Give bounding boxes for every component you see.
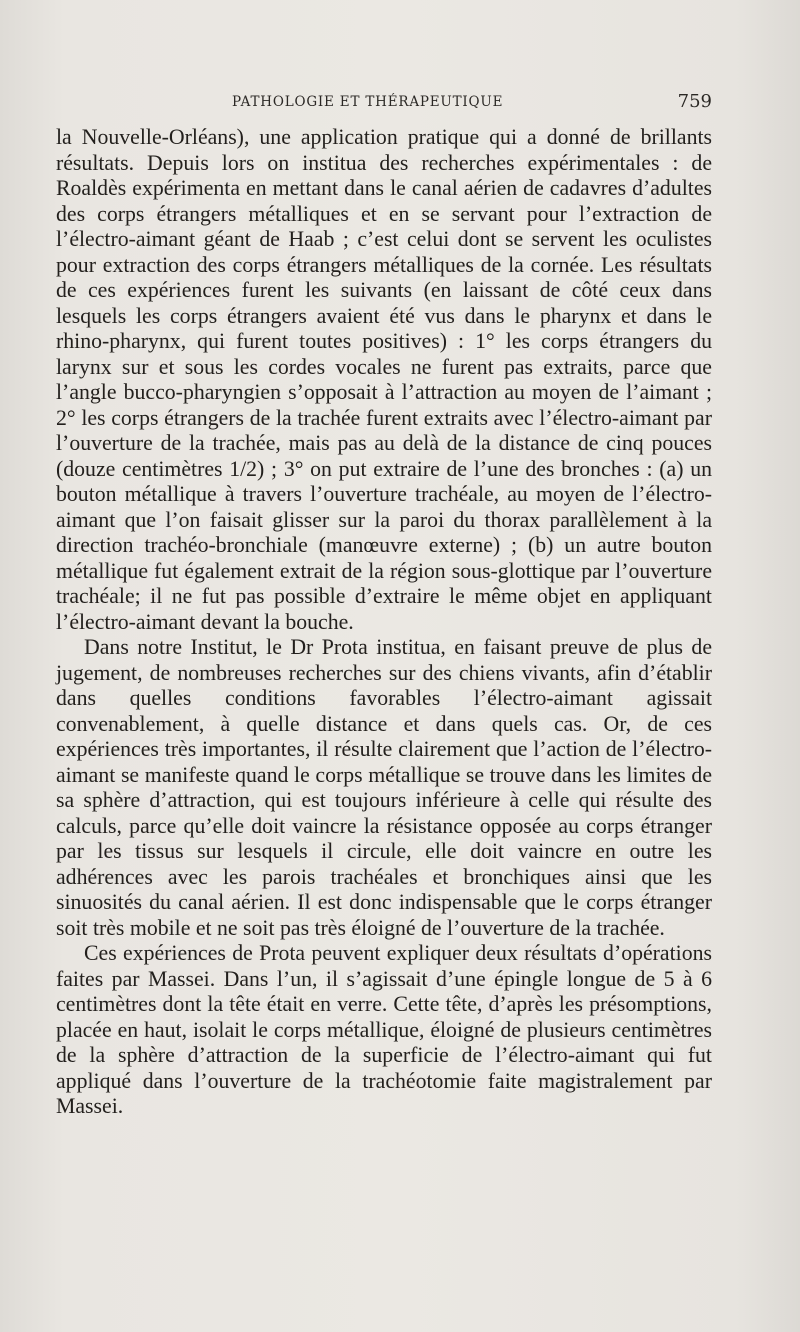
paragraph-3: Ces expériences de Prota peuvent expliquer deux résultats d’opérations faites par Massei. Dans l’un, il s’agissait d’une épingle longue de 5 à 6 centimètres dont la tête était en verre. Cette tête, d’après les présomptions, placée en haut, isolait le corps métallique, éloigné de plusieurs centimètres de la sphère d’attraction de la superficie de l’électro-aimant qui fut appliqué dans l’ouverture de la trachéotomie faite magistralement par Massei.: [56, 941, 712, 1118]
paragraph-2: Dans notre Institut, le Dr Prota institua, en faisant preuve de plus de jugement, de nombreuses recherches sur des chiens vivants, afin d’établir dans quelles conditions favorables l’électro-aimant agissait convenablement, à quelle distance et dans quels cas. Or, de ces expériences très importantes, il résulte clairement que l’action de l’électro-aimant se manifeste quand le corps métallique se trouve dans les limites de sa sphère d’attraction, qui est toujours inférieure à celle qui résulte des calculs, parce qu’elle doit vaincre la résistance opposée au corps étranger par les tissus sur lesquels il circule, elle doit vaincre en outre les adhérences avec les parois trachéales et bronchiques ainsi que les sinuosités du canal aérien. Il est donc indispensable que le corps étranger soit très mobile et ne soit pas très éloigné de l’ouverture de la trachée.: [56, 635, 712, 940]
running-head-title: PATHOLOGIE ET THÉRAPEUTIQUE: [232, 94, 504, 110]
paragraph-1: la Nouvelle-Orléans), une application pratique qui a donné de brillants résultats. Depuis lors on institua des recherches expérimentales : de Roaldès expérimenta en mettant dans le canal aérien de cadavres d’adultes des corps étrangers métalliques et en se servant pour l’extraction de l’électro-aimant géant de Haab ; c’est celui dont se servent les oculistes pour extraction des corps étrangers métalliques de la cornée. Les résultats de ces expériences furent les suivants (en laissant de côté ceux dans lesquels les corps étrangers avaient été vus dans le pharynx et dans le rhino-pharynx, qui furent toutes positives) : 1° les corps étrangers du larynx sur et sous les cordes vocales ne furent pas extraits, parce que l’angle bucco-pharyngien s’opposait à l’attraction au moyen de l’aimant ; 2° les corps étrangers de la trachée furent extraits avec l’électro-aimant par l’ouverture de la trachée, mais pas au delà de la distance de cinq pouces (douze centimètres 1/2) ; 3° on put extraire de l’une des bronches : (a) un bouton métallique à travers l’ouverture trachéale, au moyen de l’électro-aimant que l’on faisait glisser sur la paroi du thorax parallèlement à la direction trachéo-bronchiale (manœuvre externe) ; (b) un autre bouton métallique fut également extrait de la région sous-glottique par l’ouverture trachéale; il ne fut pas possible d’extraire le même objet en appliquant l’électro-aimant devant la bouche.: [56, 125, 712, 634]
body-text: [56, 125, 712, 1120]
page-number: 759: [677, 91, 712, 112]
running-head: [56, 86, 712, 114]
